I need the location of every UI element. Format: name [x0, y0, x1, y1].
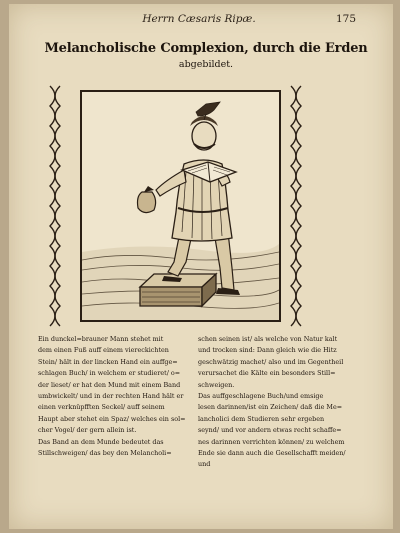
text-line: schweigen.	[198, 380, 235, 389]
text-column-right	[198, 334, 350, 471]
text-line: Ein dunckel=brauner Mann stehet mit	[38, 335, 164, 343]
text-line: lesen darinnen/ist ein Zeichen/ daß die Me=	[198, 403, 343, 412]
text-line: umbwickelt/ und in der rechten Hand hält er	[38, 392, 184, 401]
text-line: seynd/ und vor andern etwas recht schaffe=	[198, 426, 342, 435]
text-line: schlagen Buch/ in welchem er studieret/ o=	[38, 369, 181, 378]
text-line: schen seinen ist/ als welche von Natur kalt	[198, 335, 338, 343]
left-ornamental-border	[48, 82, 62, 328]
text-line: cher Vogel/ der gern allein ist.	[38, 426, 137, 435]
text-line: einen verknüpfften Seckel/ auff seinem	[38, 403, 165, 412]
text-column-left	[38, 334, 190, 459]
page-number: 175	[336, 13, 357, 25]
page-title: Melancholische Complexion, durch die Erden	[44, 41, 368, 56]
text-line: Haupt aber stehet ein Spaz/ welches ein sol=	[38, 414, 186, 423]
page-subtitle: abgebildet.	[178, 59, 234, 70]
text-line: nes darinnen verrichten können/ zu welchem	[198, 437, 345, 446]
woodcut-illustration	[80, 90, 281, 322]
text-line: der lieset/ er hat den Mund mit einem Band	[38, 380, 181, 389]
book-page	[9, 4, 393, 529]
text-line: Ende sie dann auch die Gesellschafft meiden/	[198, 449, 346, 458]
text-line: lancholici dem Studieren sehr ergeben	[198, 414, 325, 423]
text-line: verursachet die Kälte ein besonders Still=	[198, 369, 336, 378]
text-line: Stein/ hält in der lincken Hand ein auffge=	[38, 357, 178, 366]
text-line: und	[198, 460, 211, 469]
text-line: und trocken sind: Dann gleich wie die Hitz	[198, 346, 337, 355]
running-header: Herrn Cæsaris Ripæ.	[142, 13, 256, 25]
woodcut-melancholy-figure-icon	[82, 92, 279, 320]
right-ornamental-border	[289, 82, 303, 328]
text-line: dem einen Fuß auff einem viereckichten	[38, 346, 169, 355]
text-line: Das auffgeschlagene Buch/und emsige	[198, 392, 324, 401]
text-line: geschwätzig machet/ also und im Gegentheil	[198, 357, 344, 366]
text-line: Stillschweigen/ das bey den Melancholi=	[38, 449, 172, 458]
text-line: Das Band an dem Munde bedeutet das	[38, 437, 164, 446]
